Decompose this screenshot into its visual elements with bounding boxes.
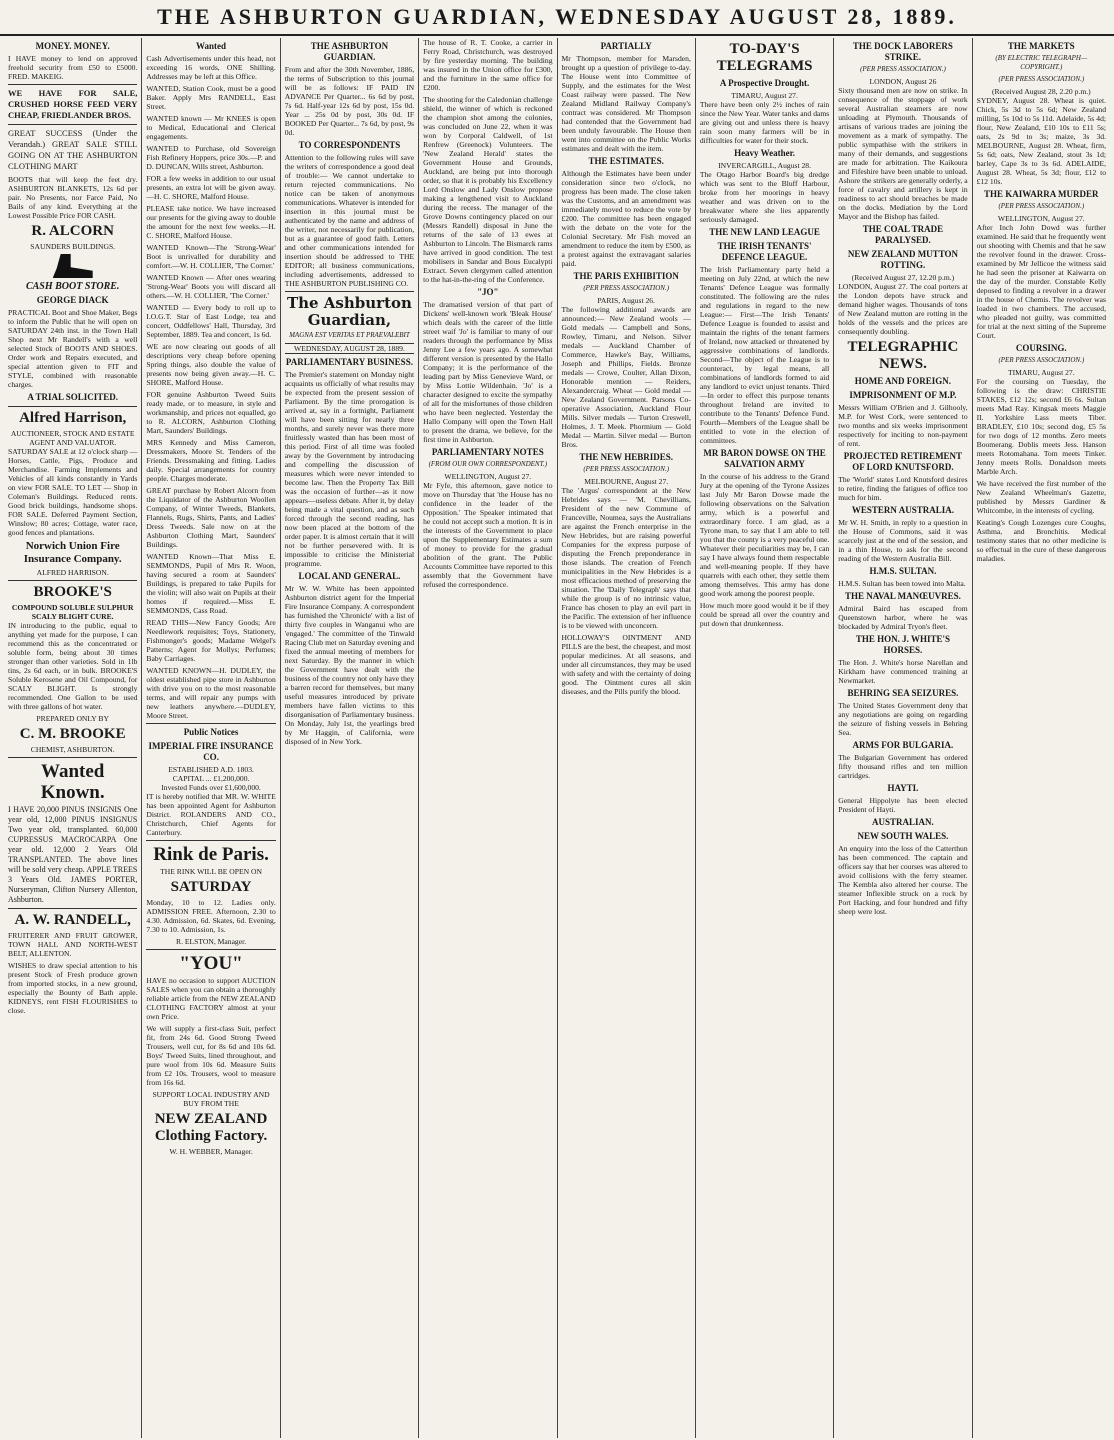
divider xyxy=(8,580,137,581)
parliamentary-notes-text: Mr Fyfe, this afternoon, gave notice to move on Thursday that 'the House has no confidence in the leader of the Opposition.' The Speaker intimated that he could not accept such a motion. It is in the interests of the Government to place upon the Supplementary Estimates a sum of money to provide for the gradual abolition of the grant. The Public Accounts Committee have reported to this assembly that the Government have refused the correspondence. xyxy=(423,481,553,589)
editorial-date: WEDNESDAY, AUGUST 28, 1889. xyxy=(285,343,414,354)
kaiwarra-dateline: WELLINGTON, August 27. xyxy=(997,214,1085,223)
hebrides-sub: (PER PRESS ASSOCIATION.) xyxy=(583,465,670,473)
wanted-item: WANTED Known—The 'Strong-Wear' Boot is unrivalled for durability and comfort.—W. H. COLLIER, 'The Corner.' xyxy=(146,243,276,270)
naval-heading: THE NAVAL MANŒUVRES. xyxy=(844,591,961,601)
knutsford-text: The 'World' states Lord Knutsford desires to retire, finding the fatigues of office too much for him. xyxy=(838,475,968,502)
rink-day: SATURDAY xyxy=(170,879,252,895)
horses-heading: THE HON. J. WHITE'S HORSES. xyxy=(855,634,950,655)
bulgaria-text: The Bulgarian Government has ordered fifty thousand rifles and ten million cartridges. xyxy=(838,753,968,780)
coursing-text: For the coursing on Tuesday, the following is the draw: CHRISTIE STAKES, £12 12s; second £6 6s. Sultan meets Mad Ray. Kingsak meets Maggie II. Yorkshire Lass meets Tiber. BRADLEY, £10 10s; second dog, £5 5s for two dogs of 12 months. Zero meets Boomerang. Doblis meets Jess. Hanson meets Rotomahana. Tom meets Tinker. Jenny meets Rolls. Donaldson meets Marble Arch. xyxy=(976,377,1106,476)
dock-strike-sub: (PER PRESS ASSOCIATION.) xyxy=(860,65,946,73)
markets-heading: THE MARKETS xyxy=(1007,41,1075,51)
wanted-item: WANTED known — Mr KNEES is open to Medical, Educational and Clerical engagements. xyxy=(146,114,276,141)
brooke-sub: COMPOUND SOLUBLE SULPHUR SCALY BLIGHT CURE. xyxy=(11,603,134,621)
home-foreign-heading: HOME AND FOREIGN. xyxy=(854,376,952,386)
public-notices-heading: Public Notices xyxy=(183,727,239,737)
alcorn-address: SAUNDERS BUILDINGS. xyxy=(30,242,116,251)
kaiwarra-sub: (PER PRESS ASSOCIATION.) xyxy=(998,202,1085,210)
markets-assoc: (PER PRESS ASSOCIATION.) xyxy=(998,75,1085,83)
paris-text: The following additional awards are announced:— New Zealand wools — Gold medals — Campbell and Sons, Rowley, Timaru, and Nelson. Silver medals — Auckland Chamber of Commerce, Hawke's Bay, Williams, Joseph and Phillips, Fields. Bronze medals — Crowe, Coulter, Allan Dixon, Honorable mention — Reiders, Alexandercraig. Wheat — Gold medal — New Zealand Government. Parsons Co-operative Association, Auckland Flour Mills. Silver medals — Turton Creswell, Holmes, J. T. Meek. Phormium — Gold Medal — Martin. Silver medal — Burton Bros. xyxy=(561,305,691,449)
wanted-item: PLEASE take notice. We have increased our presents for the giving away to double the amount for the next few weeks.—H. C. SHORE, Malford House. xyxy=(146,204,276,240)
correspondents-heading: TO CORRESPONDENTS xyxy=(298,140,401,150)
nz-clothing-factory: NEW ZEALAND Clothing Factory. xyxy=(154,1111,268,1144)
diack-name: GEORGE DIACK xyxy=(36,295,109,305)
divider xyxy=(8,757,137,758)
paris-heading: THE PARIS EXHIBITION xyxy=(573,271,679,281)
divider xyxy=(8,124,137,125)
divider xyxy=(146,723,275,724)
webber-manager: W. H. WEBBER, Manager. xyxy=(169,1147,253,1156)
mutton-dateline: (Received August 27, 12.20 p.m.) xyxy=(851,273,955,282)
markets-text: SYDNEY, August 28. Wheat is quiet. Chick, 5s 3d to 5s 6d; New Zealand milling, 5s 10d to 5s 11d. Adelaide, 5s 4d; flour, New Zealand, £10 10s to £11 5s; oats, 2s 9d to 3s; maize, 3s 3d. MELBOURNE, August 28. Wheat, firm, 5s 6d; oats, New Zealand, stout 3s 1d; barley, Cape 3s to 3s 6d. ADELAIDE, August 28. Wheat, 5s 3d; flour, £12 to £12 10s. xyxy=(976,96,1106,186)
sultan-text: H.M.S. Sultan has been towed into Malta. xyxy=(838,579,966,588)
loan-ad: I HAVE money to lend on approved freehold security from £50 to £5000. FRED. MAKEIG. xyxy=(8,54,138,81)
western-australia-heading: WESTERN AUSTRALIA. xyxy=(851,505,954,515)
local-general-text: Mr W. W. White has been appointed Ashburton district agent for the Imperial Fire Insurance Company. A correspondent has furnished the 'Chronicle' with a list of thirty five couples in Wanganui who are 'engaged.' The committee of the Tinwald Racing Club met on Saturday evening and fixed the annual meeting of members for next Saturday. By the manner in which the Government have dealt with the business of the country not only have they a barren record for themselves, but many useful measures introduced by private members have fallen victims to this disorganisation of Parliamentary business. On Monday, July 1st, the yearlings bred by Mr Haggin, of California, were disposed of in New York. xyxy=(284,584,415,746)
harrison-agent: ALFRED HARRISON. xyxy=(36,568,109,577)
land-league-heading: THE NEW LAND LEAGUE xyxy=(709,227,820,237)
horses-text: The Hon. J. White's horse Narellan and Kirkham have commenced training at Newmarket. xyxy=(838,658,968,685)
wanted-item: WANTED Known—That Miss E. SEMMONDS, Pupil of Mrs R. Woon, having secured a room at Saunders' Buildings, is prepared to take Pupils for the violin; will also wait on Pupils at their homes if required.—Miss E. SEMMONDS, Cass Road. xyxy=(146,552,276,615)
coursing-heading: COURSING. xyxy=(1015,343,1067,353)
wanted-item: WANTED — Every body to roll up to I.O.G.T. Star of East Lodge, tea and concert, Oddfellows' Hall, Thursday, 3rd September, 1889. Tea and concert, 1s 6d. xyxy=(146,303,276,339)
dock-strike-heading: THE DOCK LABORERS STRIKE. xyxy=(852,41,953,62)
baron-dowse-footer: How much more good would it be if they could be spread all over the country and put down that drunkenness. xyxy=(699,601,830,628)
wanted-item: WANTED to Purchase, old Sovereign Fish Refinery Hoppers, price 30s.—P. and D. DUNCAN, Wills street, Ashburton. xyxy=(146,144,276,171)
you-text: HAVE no occasion to support AUCTION SALES when you can obtain a thoroughly reliable article from the NEW ZEALAND CLOTHING FACTORY almost at your own Price. xyxy=(146,976,276,1021)
coal-heading: THE COAL TRADE PARALYSED. xyxy=(862,224,944,245)
chemist-name: C. M. BROOKE xyxy=(19,726,126,742)
imprisonment-heading: IMPRISONMENT OF M.P. xyxy=(849,390,957,400)
hayti-text: General Hippolyte has been elected President of Hayti. xyxy=(838,796,968,814)
harrison-sub: AUCTIONEER, STOCK AND ESTATE AGENT AND VALUATOR. xyxy=(10,429,135,447)
wanted-item: WANTED KNOWN—H. DUDLEY, the oldest established pipe store in Ashburton with drive you on to the most reasonable terms, and will repair any pumps with new leathers anywhere.—DUDLEY, Moore Street. xyxy=(146,666,276,720)
western-australia-text: Mr W. H. Smith, in reply to a question in the House of Commons, said it was scarcely just at the end of the session, and in a thin House, to ask for the second reading of the Western Australia Bill. xyxy=(838,518,968,563)
drought-dateline: TIMARU, August 27. xyxy=(731,91,798,100)
column-5 xyxy=(558,38,696,1438)
partially-text: Mr Thompson, member for Marsden, brought up a question of privilege to-day. The House went into Committee of Supply, and the estimates for the West Coast railway were passed. The New Zealand Midland Railway Company's contract was considered. Mr Thompson had contended that the Government had been unduly favourable. The House then went into committee on the Public Works estimates and dealt with the item. xyxy=(561,54,691,153)
kaiwarra-text: After Inch John Dowd was further examined. He said that he frequently went out shooting with Chemis and that he saw the revolver found in the drawer. Cross-examined by Mr Jellicoe the witness said he had seen the prisoner at Kaiwarra on the day of the murder. Constable Kelly deposed to finding a revolver in a drawer in the house of Chemis. The revolver was loaded in two chambers. The accused, who pleaded not guilty, was committed for trial at the next sitting of the Supreme Court. xyxy=(976,223,1106,340)
parliamentary-notes-dateline: WELLINGTON, August 27. xyxy=(444,472,532,481)
rink-open: THE RINK WILL BE OPEN ON xyxy=(160,867,262,876)
dock-strike-text: Sixty thousand men are now on strike. In consequence of the stoppage of work several Australian steamers are now unloading at Plymouth. Thousands of artisans of various trades are joining the movement as a mark of sympathy. The public sympathise with the strikers in many of their demands, and suggestions are made for arbitration. The Kaikoura and Fifeshire have been unable to unload. Ashore the strikers are generally orderly, a force of cavalry and artillery is kept in readiness to act should breaches be made on the docks. Mediation by the Lord Mayor and the Bishop has failed. xyxy=(838,86,968,221)
randell-name: A. W. RANDELL, xyxy=(14,912,131,928)
norwich-union: Norwich Union Fire Insurance Company. xyxy=(23,540,122,565)
naval-text: Admiral Baird has escaped from Queenstown harbor, where he was blockaded by Admiral Tryon's fleet. xyxy=(838,604,968,631)
boots-ad: BOOTS that will keep the feet dry. ASHBURTON BLANKETS, 12s 6d per pair. No Presents, nor Farce Paid, No Bails of any kind. Everything at the Lowest Possible Price FOR CASH. xyxy=(8,175,138,220)
parliamentary-text: The Premier's statement on Monday night acquaints us officially of what results may be expected from the present session of Parliament. By the time prorogation is arrived at, say in a fortnight, Parliament will have been sitting for nearly three months, and surely never was there more fruitlessly wasted than has been most of this period. First of all time was fooled away by the Government by introducing and compelling the discussion of measures which were never intended to become law. Then the Property Tax Bill was the occasion of further—as it now appears—useless debate. After it, by delay being made a vital question, and as such forced through the second reading, has now been placed at the bottom of the order paper. It is almost certain that it will not be further persevered with. It is impossible to criticise the Ministerial programme. xyxy=(284,370,415,568)
divider xyxy=(8,84,137,85)
wanted-item: FOR genuine Ashburton Tweed Suits ready made, or to measure, in style and workmanship, and prices not equalled, go to R. ALCORN, Ashburton Clothing Mart, Saunders' Buildings. xyxy=(146,390,276,435)
weather-text: The Otago Harbor Board's big dredge which was sent to the Bluff Harbour, broke from her moorings in heavy weather and was driven on to the breakwater where she lies apparently seriously damaged. xyxy=(699,170,830,224)
column-3 xyxy=(281,38,419,1438)
brooke-title: BROOKE'S xyxy=(33,584,112,600)
paris-sub: (PER PRESS ASSOCIATION.) xyxy=(583,284,670,292)
local-general-heading: LOCAL AND GENERAL. xyxy=(298,571,401,581)
cash-boot-store: CASH BOOT STORE. xyxy=(25,281,120,292)
nsw-heading: NEW SOUTH WALES. xyxy=(857,831,949,841)
tenants-text: The Irish Parliamentary party held a meeting on July 22nd, at which the new Tenants' Defence League was formally constituted. The following are the rules and regulations in regard to the new League:— First—The Irish Tenants' Defence League is founded to assist and maintain the rights of the tenant farmers of Ireland, now attacked or threatened by aggressive combinations of landlords. Second—The object of the League is to counteract, by legal means, all combinations of landlords formed to aid any landlord to evict unjust tenants. Third—In order to effect this purpose tenants throughout Ireland are invited to contribute to the Tenants' Defence Fund. Fourth—Members of the League shall be entitled to vote in the election of committees. xyxy=(699,265,830,445)
partially-heading: PARTIALLY xyxy=(600,41,652,51)
brooke-text: IN introducing to the public, equal to anything yet made for the purpose, I can recommend this as the concentrated or soluble form, being about 30 times stronger than other varieties. Sold in 1lb tins, 2s 6d each, or in bulk. BROOKE'S Soluble Kerosene and Oil Compound, for SCALY BLIGHT. Is strongly recommended. One Gallon to be used with three gallons of hot water. xyxy=(8,621,138,711)
divider xyxy=(285,291,414,292)
behring-heading: BEHRING SEA SEIZURES. xyxy=(847,688,959,698)
knutsford-heading: PROJECTED RETIREMENT OF LORD KNUTSFORD. xyxy=(843,451,963,472)
harrison-text: SATURDAY SALE at 12 o'clock sharp — Horses, Cattle, Pigs, Produce and Merchandise. Farming Implements and Vehicles of all kinds constantly in Yards on view FOR SALE. TO LET — Shop in Coleman's Buildings. Reduced rents. Good brick buildings, handsome shops. FOR SALE. Deferred Payment Section, Winslow; 80 acres; Cottage, water race, good fences and plantations. xyxy=(8,447,138,537)
column-1 xyxy=(4,38,142,1438)
you-heading: "YOU" xyxy=(179,953,243,974)
parliamentary-notes-sub: (FROM OUR OWN CORRESPONDENT.) xyxy=(428,460,548,468)
diack-text: PRACTICAL Boot and Shoe Maker, Begs to inform the Public that he will open on SATURDAY 24th inst. in the Town Hall Shop next Mr Randell's with a well selected Stock of BOOTS AND SHOES. Order work and Repairs executed, and special attention given to FIT and STYLE, combined with reasonable charges. xyxy=(8,308,138,389)
drought-text: There have been only 2½ inches of rain since the New Year. Water tanks and dams are giving out and unless there is heavy rain soon many farmers will be in difficulties for water for their stock. xyxy=(699,100,830,145)
news-text: The shooting for the Caledonian challenge shield, the winner of which is reckoned the champion shot among the colonies, was concluded on June 22, when it was won by Corporal Caldwell, of 1st Renfrew (Greenock) Volunteers. The 'New Zealand Herald' states the Government House and Grounds, Auckland, are being put into thorough order, so that it is probably his Excellency Lord Onslow and Lady Onslow propose making a lengthened visit to Auckland during the recess. The manager of the Grove Downs contingency placed on our (Messrs Randell) disposal in June the returns of the sale of 13 ewes at Ashburton to Lincoln. The Bismarck rams have arrived in good condition. The test mobilisers in Sandar and Bous Eucalypti Extract. Seven clergymen called attention to the hat-in-the-ring of the Conference. xyxy=(423,95,553,284)
support-local: SUPPORT LOCAL INDUSTRY AND BUY FROM THE xyxy=(152,1090,270,1108)
money-heading: MONEY. MONEY. xyxy=(35,41,110,51)
wanted-item: GREAT purchase by Robert Alcorn from the Liquidator of the Ashburton Woollen Company, of Winter Tweeds, Blankets, Flannels, Rugs, Shirts, Pants, and Ladies' Dress Tweeds. Sale now on at the Ashburton Clothing Mart, Saunders' Buildings. xyxy=(146,486,276,549)
wheelman-text: We have received the first number of the New Zealand Wheelman's Gazette, published by Messrs Gardiner & Whitcombe, in the interests of cycling. xyxy=(976,479,1106,515)
hayti-heading: HAYTI. xyxy=(887,783,919,793)
markets-sub: (BY ELECTRIC TELEGRAPH—COPYRIGHT.) xyxy=(995,54,1088,71)
sultan-heading: H.M.S. SULTAN. xyxy=(869,566,937,576)
harrison-name: Alfred Harrison, xyxy=(19,410,127,426)
holloway-ad: HOLLOWAY'S OINTMENT AND PILLS are the best, the cheapest, and most popular medicines. At all seasons, and under all circumstances, they may be used with safety and with the certainty of doing good. The Ointment cures all skin diseases, and the Pills purify the blood. xyxy=(561,633,691,696)
wanted-item: READ THIS—New Fancy Goods; Are Needlework requisites; Toys, Stationery, Fishmonger's goods; Madame Welgel's Patterns; Agent for Mollys; Perfumes; Baby Carriages. xyxy=(146,618,276,663)
paris-dateline: PARIS, August 26. xyxy=(597,296,655,305)
wanted-item: WANTED Known — After ones wearing 'Strong-Wear' Boots you will discard all others.—W. H. COLLIER, 'The Corner.' xyxy=(146,273,276,300)
estimates-heading: THE ESTIMATES. xyxy=(588,156,664,166)
wanted-item: Cash Advertisements under this head, not exceeding 16 words, ONE Shilling. Addresses may be left at this Office. xyxy=(146,54,276,81)
divider xyxy=(146,840,275,841)
editorial-motto: MAGNA EST VERITAS ET PRAEVALEBIT xyxy=(289,331,410,339)
subscription-terms: From and after the 30th November, 1886, the terms of Subscription to this journal will be as follows: IF PAID IN ADVANCE Per Quarter... 6s 6d by post, 7s 6d. Half-year 12s 6d by post, 15s 0d. Year ... 25s 0d by post, 30s 0d. IF BOOKED Per Quarter... 7s 6d, by post, 9s 0d. xyxy=(284,65,415,137)
wanted-known-heading: Wanted Known. xyxy=(40,761,105,803)
bulgaria-heading: ARMS FOR BULGARIA. xyxy=(852,740,954,750)
hebrides-dateline: MELBOURNE, August 27. xyxy=(584,477,669,486)
estimates-text: Although the Estimates have been under consideration since two o'clock, no progress has been made. The close taken was the Customs, and an amendment was immediately moved to reduce the vote by £200. The committee has been engaged with the debate on the vote for the Colonial Secretary. Mr Fish moved an amendment to reduce the item by £500, as a protest against the extravagant salaries paid. xyxy=(561,169,691,268)
boot-illustration xyxy=(53,254,93,278)
telegrams-heading: TO-DAY'S TELEGRAMS xyxy=(716,41,813,74)
column-7 xyxy=(834,38,972,1438)
imperial-invested: Invested Funds over £1,600,000. xyxy=(161,783,261,792)
column-2 xyxy=(142,38,280,1438)
news-intro: The house of R. T. Cooke, a carrier in Ferry Road, Christchurch, was destroyed by fire yesterday morning. The building was insured in the Union office for £300, and the furniture in the same office for £200. xyxy=(423,38,553,92)
weather-heading: Heavy Weather. xyxy=(734,148,796,158)
great-success-ad: GREAT SUCCESS (Under the Verandah.) GREAT SALE STILL GOING ON AT THE ASHBURTON CLOTHING MART xyxy=(8,128,138,171)
column-4 xyxy=(419,38,557,1438)
parliamentary-notes-heading: PARLIAMENTARY NOTES xyxy=(431,447,544,457)
tenants-heading: THE IRISH TENANTS' DEFENCE LEAGUE. xyxy=(717,241,812,262)
coursing-dateline: TIMARU, August 27. xyxy=(1007,368,1075,377)
divider xyxy=(8,908,137,909)
brooke-prep: PREPARED ONLY BY xyxy=(36,714,109,723)
australian-heading: AUSTRALIAN. xyxy=(872,817,934,827)
wanted-item: FOR a few weeks in addition to our usual presents, an extra lot will be given away.—H. C. SHORE, Malford House. xyxy=(146,174,276,201)
wanted-item: MRS Kennedy and Miss Cameron, Dressmakers, Moore St. Tenders of the Friends. Dressmaking and fitting. Ladies daily. Special arrangements for country people. Charges moderate. xyxy=(146,438,276,483)
masthead xyxy=(0,0,1114,36)
behring-text: The United States Government deny that any negotiations are going on regarding the seizure of fishing vessels in Behring Sea. xyxy=(838,701,968,737)
imprisonment-text: Messrs William O'Brien and J. Gilhooly, M.P. for West Cork, were sentenced to two months and six weeks imprisonment respectively for inciting to non-payment of rent. xyxy=(838,403,968,448)
keating-ad: Keating's Cough Lozenges cure Coughs, Asthma, and Bronchitis. Medical testimony states that no other medicine is so effectual in the cure of these dangerous maladies. xyxy=(976,518,1106,563)
imperial-text: IT is hereby notified that MR. W. WHITE has been appointed Agent for Ashburton District. ROLANDERS AND CO., Christchurch, Chief Agents for Canterbury. xyxy=(146,792,276,837)
trial-solicited: A TRIAL SOLICITED. xyxy=(27,392,118,402)
wanted-item: WE are now clearing out goods of all descriptions very cheap before opening Spring things, also double the value of presents now being given away.—H. C. SHORE, Malford House. xyxy=(146,342,276,387)
baron-dowse-heading: MR BARON DOWSE ON THE SALVATION ARMY xyxy=(703,448,826,469)
imperial-capital: CAPITAL ... £1,200,000. xyxy=(172,774,250,783)
mutton-text: LONDON, August 27. The coal porters at the London depots have struck and demand higher wages. Thousands of tons of New Zealand mutton are rotting in the holds of the vessels and the prices are consequently doubling. xyxy=(838,282,968,336)
kaiwarra-heading: THE KAIWARRA MURDER xyxy=(984,189,1099,199)
columns xyxy=(4,38,1110,1438)
baron-dowse-text: In the course of his address to the Grand Jury at the opening of the Tyrone Assizes last July Mr Baron Dowse made the following observations on the Salvation army, which is a powerful and extraordinary force. I am glad, as a Tyrone man, to say that I am able to tell you that the county is a very peaceful one. Whatever their peculiarities may be, I can say I have always found them respectable and well-meaning people. If they have quarrels with each other, they settle them among themselves. This army has done good work among the poorest people. xyxy=(699,472,830,598)
you-text-2: We will supply a first-class Suit, perfect fit, from 24s 6d. Good Strong Tweed Trousers, well cut, for 8s 6d and 10s 6d. Boys' Tweed Suits, lined throughout, and pure wool from 10s 6d. Measure Suits from £2 10s. Trousers, wool to measure from 16s 6d. xyxy=(146,1024,276,1087)
nsw-text: An enquiry into the loss of the Catterthun has been commenced. The captain and officers say that her courses was altered to avoid collisions with the ferry steamer. The Kembla also altered her course. The steamer Inflexible struck on a rock by Port Hacking, and four hundred and fifty sheep were lost. xyxy=(838,844,968,916)
markets-dateline: (Received August 28, 2.20 p.m.) xyxy=(991,87,1091,96)
hebrides-text: The 'Argus' correspondent at the New Hebrides says — 'M. Chevillians, President of the new Commune of Franceville, Noumea, says the Australians are against the French enterprise in the New Hebrides, but are raising powerful Companies for the express purpose of disputing the French preponderance in those islands. The creation of French municipalities in the New Hebrides is a most efficacious method of preserving the situation. The 'Daily Telegraph' says that while the group is of no intrinsic value, France has chosen to play an evil part in the Pacific. The extension of her influence is to be viewed with unconcern. xyxy=(561,486,691,630)
rink-manager: R. ELSTON, Manager. xyxy=(176,937,247,946)
wanted-item: WANTED, Station Cook, must be a good Baker. Apply Mrs RANDELL, East Street. xyxy=(146,84,276,111)
alcorn-name: R. ALCORN xyxy=(31,223,114,239)
randell-text: WISHES to draw special attention to his present Stock of Fresh produce grown from imported stocks, in a new ground, especially the Bounty of Bath apple. KIDNEYS, rent FISH FLOURISHES to close. xyxy=(8,961,138,1015)
dock-strike-dateline: LONDON, August 26 xyxy=(869,77,937,86)
horse-feed-ad: WE HAVE FOR SALE, CRUSHED HORSE FEED VERY CHEAP, FRIEDLANDER BROS. xyxy=(8,88,138,120)
parliamentary-heading: PARLIAMENTARY BUSINESS. xyxy=(285,357,413,367)
drought-heading: A Prospective Drought. xyxy=(719,78,810,88)
randell-sub: FRUITERER AND FRUIT GROWER, TOWN HALL AND NORTH-WEST BELT, ALLENTON. xyxy=(8,931,138,958)
imperial-heading: IMPERIAL FIRE INSURANCE CO. xyxy=(148,741,274,762)
imperial-established: ESTABLISHED A.D. 1803. xyxy=(168,765,254,774)
wanted-known-text: I HAVE 20,000 PINUS INSIGNIS One year old, 12,000 PINUS INSIGNUS Two year old, transplanted. 60,000 CUPRESSUS MACROCARPA One year old. 12,000 2 Years Old TRANSPLANTED. The above lines will be sold very cheap. APPLE TREES 3 Years Old. JAMES PORTER, Nurseryman, Clifton Nursery Allenton, Ashburton. xyxy=(8,805,138,904)
mutton-heading: NEW ZEALAND MUTTON ROTTING. xyxy=(847,249,959,270)
divider xyxy=(146,949,275,950)
editorial-masthead: The Ashburton Guardian, xyxy=(286,294,412,329)
hebrides-heading: THE NEW HEBRIDES. xyxy=(579,452,673,462)
correspondents-text: Attention to the following rules will save the writers of correspondence a good deal of trouble:— We cannot undertake to return rejected communications. No notice can be taken of anonymous communications. Whatever is intended for insertion in this journal must be authenticated by the name and address of the writer, not necessarily for publication, but as a guarantee of good faith. Letters and other communications intended for insertion should be addressed to THE EDITOR; all business communications, including advertisements, addressed to THE ASHBURTON PUBLISHING CO. xyxy=(284,153,415,288)
jo-text: The dramatised version of that part of Dickens' well-known work 'Bleak House' which deals with the career of the little street waif 'Jo' is familiar to many of our readers through the performance by Miss Jenny Lee a few years ago. A somewhat different version is presented by the Hallo Company; it is the performance of the leading part by Miss Genevieve Ward, or by Miss Lottie Wildenhain. 'Jo' is a character designed to excite the sympathy of all for the misfortunes of those children who have been neglected. Yesterday the Hallo Company will open the Town Hall to present the drama, we believe, for the first time in Ashburton. xyxy=(423,300,553,444)
newspaper-title: THE ASHBURTON GUARDIAN, WEDNESDAY AUGUST 28, 1889. xyxy=(157,4,957,29)
column-6 xyxy=(696,38,834,1438)
telegraphic-news-heading: TELEGRAPHIC NEWS. xyxy=(847,339,959,372)
wanted-heading: Wanted xyxy=(196,41,227,51)
column-8 xyxy=(973,38,1110,1438)
chemist-sub: CHEMIST, ASHBURTON. xyxy=(30,745,115,754)
coursing-sub: (PER PRESS ASSOCIATION.) xyxy=(998,356,1085,364)
jo-heading: "JO" xyxy=(477,287,499,297)
rink-heading: Rink de Paris. xyxy=(153,844,269,865)
rink-text: Monday, 10 to 12. Ladies only. ADMISSION FREE. Afternoon, 2.30 to 4.30. Admission, 6d. Skates, 6d. Evening, 7.30 to 10. Admission, 1s. xyxy=(146,898,276,934)
weather-dateline: INVERCARGILL, August 28. xyxy=(718,161,811,170)
guardian-subscription-heading: THE ASHBURTON GUARDIAN. xyxy=(310,41,389,62)
divider xyxy=(8,406,137,407)
